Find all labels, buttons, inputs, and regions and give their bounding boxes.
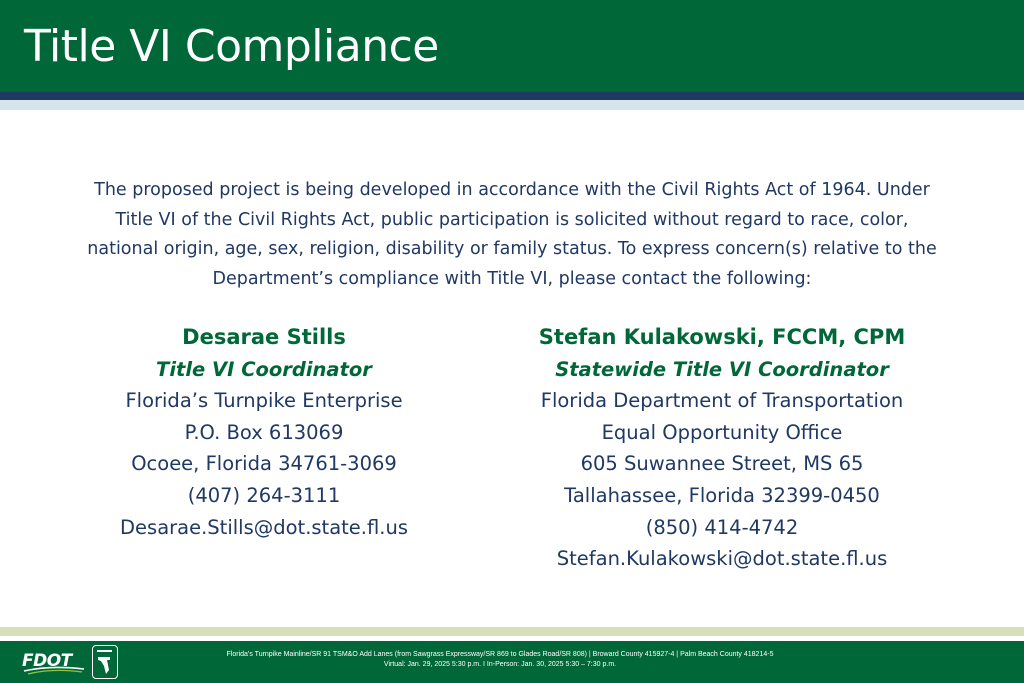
contact-organization: Florida’s Turnpike Enterprise bbox=[125, 389, 403, 413]
contact-card-turnpike bbox=[54, 322, 474, 543]
footer-line: Florida’s Turnpike Mainline/SR 91 TSM&O Add Lanes (from Sawgrass Expressway/SR 869 to Glades Road/SR 808) | Broward County 415927-4 | Palm Beach County 418214-5 bbox=[226, 651, 774, 658]
fdot-swoosh-icon bbox=[22, 649, 88, 675]
contact-name: Desarae Stills bbox=[182, 325, 346, 349]
intro-line: national origin, age, sex, religion, disability or family status. To express concern(s) relative to the bbox=[87, 239, 937, 259]
contact-email[interactable]: Stefan.Kulakowski@dot.state.fl.us bbox=[556, 547, 888, 571]
contact-role: Title VI Coordinator bbox=[156, 357, 372, 381]
contact-card-statewide bbox=[512, 322, 932, 575]
intro-paragraph bbox=[40, 176, 984, 294]
florida-map-icon bbox=[93, 646, 116, 677]
fdot-logo bbox=[22, 649, 88, 675]
contact-email[interactable]: Desarae.Stills@dot.state.fl.us bbox=[120, 515, 408, 539]
contact-address-line2: Ocoee, Florida 34761-3069 bbox=[131, 452, 397, 476]
contact-role: Statewide Title VI Coordinator bbox=[555, 357, 889, 381]
contact-name: Stefan Kulakowski, FCCM, CPM bbox=[538, 325, 906, 349]
title-bar bbox=[0, 0, 1024, 92]
contact-phone: (850) 414-4742 bbox=[645, 515, 799, 539]
footer-stripe bbox=[0, 627, 1024, 636]
intro-line: Department’s compliance with Title VI, please contact the following: bbox=[212, 268, 812, 289]
fdot-logo-text: FDOT bbox=[22, 651, 72, 671]
header-stripe-navy bbox=[0, 92, 1024, 100]
footer-bar bbox=[0, 641, 1024, 683]
header-stripe-light bbox=[0, 100, 1024, 110]
footer-line: Virtual: Jan. 29, 2025 5:30 p.m. I In-Person: Jan. 30, 2025 5:30 – 7:30 p.m. bbox=[383, 661, 617, 668]
intro-line: The proposed project is being developed in accordance with the Civil Rights Act of 1964. Under bbox=[94, 180, 930, 200]
contact-organization: Florida Department of Transportation bbox=[540, 389, 904, 413]
contact-address-line1: 605 Suwannee Street, MS 65 bbox=[580, 452, 864, 476]
slide-title: Title VI Compliance bbox=[24, 21, 439, 72]
turnpike-logo bbox=[92, 645, 118, 679]
contact-address-line2: Tallahassee, Florida 32399-0450 bbox=[564, 483, 880, 507]
footer-project-info bbox=[130, 650, 870, 670]
contact-phone: (407) 264-3111 bbox=[187, 483, 341, 507]
intro-line: Title VI of the Civil Rights Act, public participation is solicited without regard to race, color, bbox=[115, 209, 909, 230]
contact-office: Equal Opportunity Office bbox=[601, 420, 843, 444]
contact-address-line1: P.O. Box 613069 bbox=[184, 420, 344, 444]
